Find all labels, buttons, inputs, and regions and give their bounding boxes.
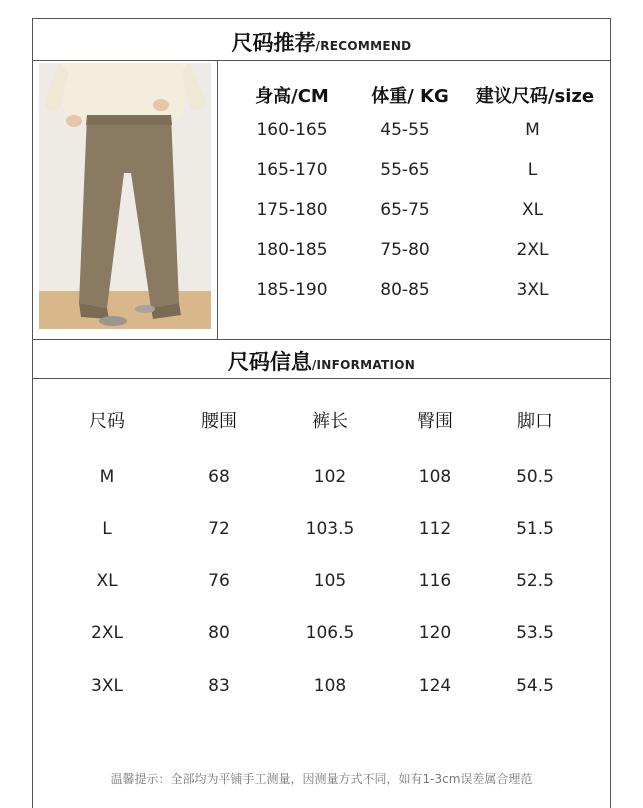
- info-hem-cell: 51.5: [516, 519, 554, 539]
- info-header-length: 裤长: [312, 411, 348, 432]
- divider: [32, 60, 611, 61]
- info-hem-cell: 54.5: [516, 676, 554, 696]
- information-title: [32, 346, 611, 376]
- info-size-cell: XL: [96, 571, 118, 591]
- recommend-weight-cell: 80-85: [380, 280, 430, 300]
- product-photo: [39, 63, 211, 329]
- info-hem-cell: 52.5: [516, 571, 554, 591]
- divider: [32, 339, 611, 340]
- info-length-cell: 106.5: [305, 623, 355, 643]
- info-hip-cell: 124: [418, 676, 452, 696]
- information-title-en: /INFORMATION: [311, 358, 416, 372]
- recommend-size-cell: 2XL: [516, 240, 549, 260]
- recommend-height-cell: 175-180: [256, 200, 328, 220]
- recommend-weight-cell: 55-65: [380, 160, 430, 180]
- info-header-hem: 脚口: [517, 411, 553, 432]
- divider: [32, 378, 611, 379]
- info-size-cell: 3XL: [91, 676, 123, 696]
- recommend-size-cell: L: [527, 160, 538, 180]
- recommend-header-size: 建议尺码/size: [475, 86, 595, 107]
- divider: [217, 60, 218, 339]
- recommend-height-cell: 185-190: [256, 280, 328, 300]
- recommend-header-weight: 体重/ KG: [371, 86, 449, 107]
- info-waist-cell: 80: [208, 623, 230, 643]
- info-header-waist: 腰围: [201, 411, 237, 432]
- info-waist-cell: 68: [208, 467, 230, 487]
- info-waist-cell: 83: [208, 676, 230, 696]
- recommend-weight-cell: 45-55: [380, 120, 430, 140]
- info-header-size: 尺码: [89, 411, 125, 432]
- info-hem-cell: 53.5: [516, 623, 554, 643]
- info-hip-cell: 112: [418, 519, 452, 539]
- recommend-weight-cell: 75-80: [380, 240, 430, 260]
- recommend-title: [32, 27, 611, 57]
- info-waist-cell: 72: [208, 519, 230, 539]
- info-size-cell: 2XL: [91, 623, 123, 643]
- recommend-title-cn: 尺码推荐: [231, 31, 316, 55]
- info-size-cell: L: [102, 519, 112, 539]
- info-hip-cell: 108: [418, 467, 452, 487]
- information-title-cn: 尺码信息: [227, 350, 312, 374]
- recommend-height-cell: 165-170: [256, 160, 328, 180]
- info-hem-cell: 50.5: [516, 467, 554, 487]
- recommend-height-cell: 160-165: [256, 120, 328, 140]
- info-waist-cell: 76: [208, 571, 230, 591]
- recommend-size-cell: XL: [521, 200, 544, 220]
- recommend-size-cell: M: [525, 120, 540, 140]
- recommend-size-cell: 3XL: [516, 280, 549, 300]
- info-size-cell: M: [99, 467, 115, 487]
- info-length-cell: 108: [313, 676, 347, 696]
- pants-model-image: [39, 63, 211, 329]
- info-hip-cell: 120: [418, 623, 452, 643]
- info-header-hip: 臀围: [417, 411, 453, 432]
- info-length-cell: 102: [313, 467, 347, 487]
- recommend-header-height: 身高/CM: [255, 86, 329, 107]
- recommend-height-cell: 180-185: [256, 240, 328, 260]
- info-length-cell: 103.5: [305, 519, 355, 539]
- recommend-title-en: /RECOMMEND: [315, 39, 412, 53]
- measurement-note: 温馨提示：全部均为平铺手工测量，因测量方式不同，如有1-3cm误差属合理范: [110, 772, 533, 786]
- recommend-weight-cell: 65-75: [380, 200, 430, 220]
- info-hip-cell: 116: [418, 571, 452, 591]
- info-length-cell: 105: [313, 571, 347, 591]
